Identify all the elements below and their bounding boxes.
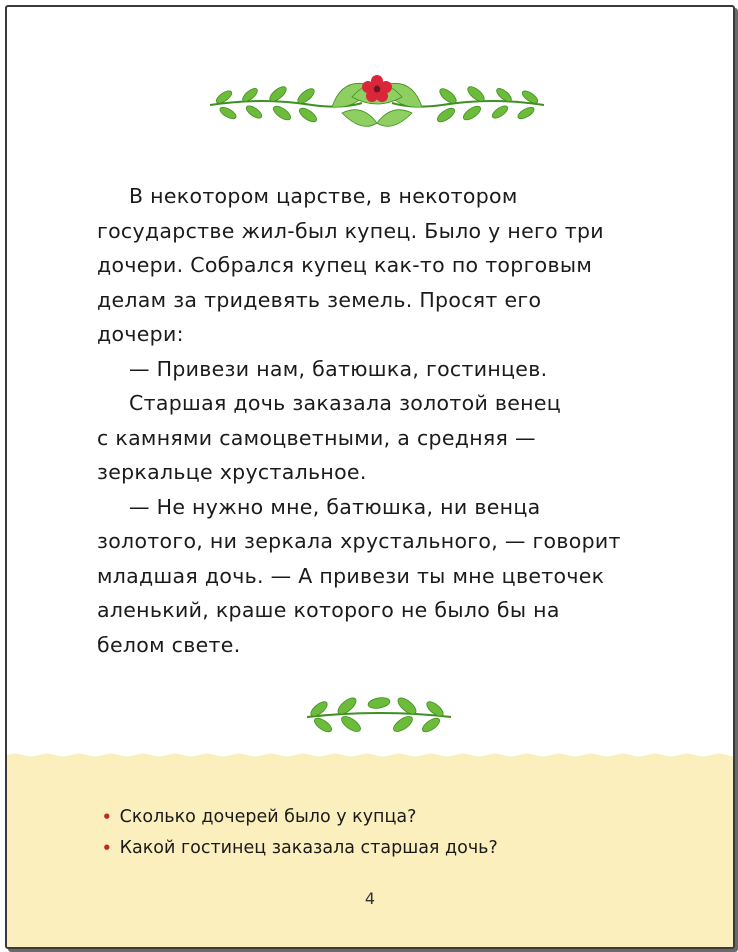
floral-ornament-top [202, 67, 552, 137]
bullet-icon: • [102, 808, 112, 826]
book-page [5, 5, 735, 949]
question-text: Какой гостинец заказала старшая дочь? [119, 838, 498, 858]
story-line: — Привези нам, батюшка, гостинцев. [129, 356, 548, 381]
red-flower-icon [362, 75, 392, 102]
story-line: государстве жил-был купец. Было у него три [97, 218, 604, 243]
question-text: Сколько дочерей было у купца? [119, 807, 417, 827]
story-line: белом свете. [97, 632, 241, 657]
question-item [102, 833, 662, 864]
story-text [97, 179, 657, 662]
question-item [102, 802, 662, 833]
story-line: делам за тридевять земель. Просят его [97, 287, 542, 312]
leaf-ornament-middle [299, 691, 459, 739]
story-line: В некотором царстве, в некотором [129, 184, 518, 208]
story-line: — Не нужно мне, батюшка, ни венца [129, 494, 541, 519]
questions-list [102, 802, 662, 864]
page-number: 4 [364, 889, 376, 908]
story-line: дочери: [97, 322, 184, 346]
story-line: младшая дочь. — А привези ты мне цветочек [97, 563, 605, 588]
story-line: Старшая дочь заказала золотой венец [129, 391, 562, 415]
story-line: золотого, ни зеркала хрустального, — говорит [97, 529, 621, 553]
story-line: зеркальце хрустальное. [97, 460, 367, 484]
story-line: с камнями самоцветными, а средняя — [97, 425, 536, 450]
story-line: дочери. Собрался купец как-то по торговым [97, 253, 593, 277]
bullet-icon: • [102, 839, 112, 857]
story-line: аленький, краше которого не было бы на [97, 598, 560, 622]
